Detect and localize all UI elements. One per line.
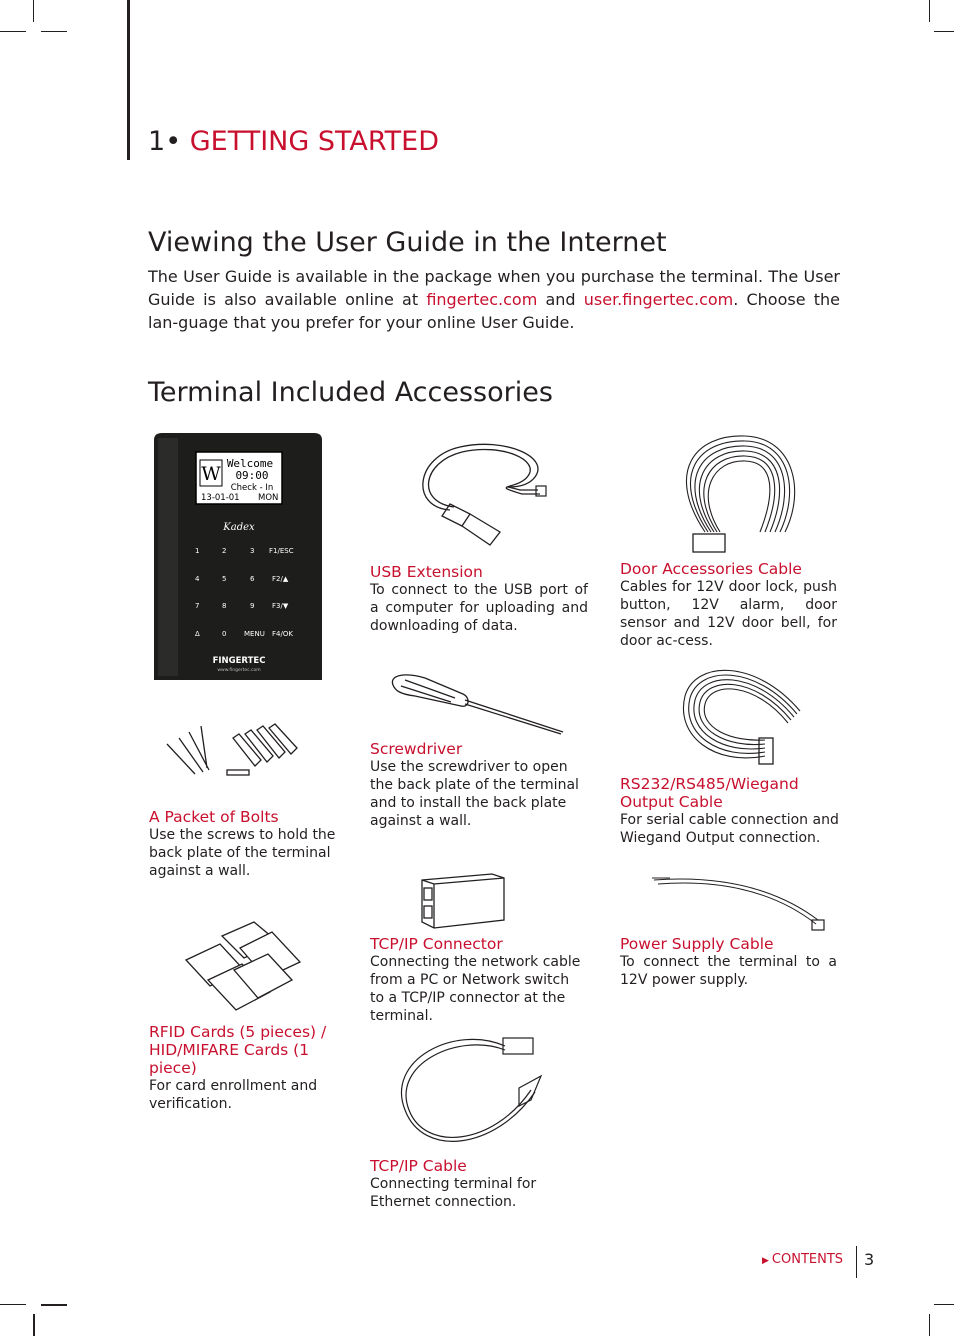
tcp-cable-illustration [395,1030,543,1158]
item-title: Screwdriver [370,740,463,758]
key: 9 [250,602,255,610]
fingertec-link[interactable]: fingertec.com [426,290,538,309]
tcp-connector-item [370,935,582,1025]
item-title: Power Supply Cable [620,935,774,953]
key: 5 [222,575,227,583]
key: 4 [195,575,200,583]
chapter-bullet: • [165,126,182,157]
door-cable-item [620,560,837,650]
item-desc: Use the screws to hold the back plate of the terminal against a wall. [149,827,336,879]
item-desc: For serial cable connection and Wiegand Output connection. [620,812,839,846]
key: 3 [250,547,255,555]
crop-mark [41,1304,67,1306]
tcp-cable-item [370,1157,570,1211]
crop-mark [929,1314,930,1336]
item-title: TCP/IP Connector [370,935,503,953]
chapter-title: GETTING STARTED [189,126,440,157]
key: 1 [195,547,200,555]
screen-logo: W [201,463,221,485]
screen-status: Check - In [230,483,274,493]
screen-welcome: Welcome [226,457,274,470]
key: MENU [244,630,265,638]
power-cable-illustration [650,870,830,935]
key: F3/▼ [272,602,289,610]
contents-label: CONTENTS [771,1252,844,1267]
usb-extension-item [370,563,588,635]
key: F4/OK [272,630,293,638]
rfid-cards-illustration [182,918,307,1018]
terminal-brand: FINGERTEC [212,656,266,666]
item-desc: Connecting terminal for Ethernet connection. [370,1176,537,1210]
key: 7 [195,602,200,610]
guide-text-2: and [537,290,584,309]
user-fingertec-link[interactable]: user.fingertec.com [583,290,734,309]
guide-text-1: The User Guide is available in the package when you purchase the terminal. The User Guide is also available online at [148,267,840,309]
bolts-illustration [165,722,310,782]
item-title: Door Accessories Cable [620,560,802,578]
screwdriver-item [370,740,590,830]
guide-heading: Viewing the User Guide in the Internet [148,227,667,258]
rs232-cable-item [620,775,840,847]
contents-link[interactable] [762,1252,843,1267]
item-desc: To connect the terminal to a 12V power supply. [620,954,837,988]
item-desc: Use the screwdriver to open the back plate of the terminal and to install the back plate against a wall. [370,759,579,829]
item-title: A Packet of Bolts [149,808,279,826]
terminal-model: Kadex [223,522,255,533]
item-title: RS232/RS485/Wiegand Output Cable [620,775,799,811]
page-number: 3 [864,1250,875,1269]
item-title: TCP/IP Cable [370,1157,467,1175]
chapter-number: 1 [148,126,166,157]
key: Δ [195,630,200,638]
item-desc: Connecting the network cable from a PC or Network switch to a TCP/IP connector at the terminal. [370,954,581,1024]
crop-mark [33,0,34,22]
crop-mark [0,31,26,32]
guide-paragraph [148,265,840,334]
page-number-divider [856,1246,857,1278]
door-cable-illustration [675,432,810,557]
crop-mark [934,1304,954,1305]
key: F2/▲ [272,575,289,583]
item-title: USB Extension [370,563,483,581]
tcp-connector-illustration [418,870,506,930]
screen-day: MON [258,493,279,503]
terminal-illustration [148,430,328,685]
rs232-cable-illustration [675,656,805,771]
screen-time: 09:00 [235,469,269,482]
key: 8 [222,602,227,610]
crop-mark [33,1314,35,1336]
rfid-cards-item [149,1023,359,1113]
crop-mark [0,1304,26,1305]
bolts-item [149,808,339,880]
triangle-right-icon: ▶ [762,1256,769,1266]
guide-text-3: . Choose the lan-guage that you prefer for your online User Guide. [148,290,841,332]
item-title: RFID Cards (5 pieces) / HID/MIFARE Cards (1 piece) [149,1023,327,1077]
power-cable-item [620,935,837,989]
crop-mark [934,31,954,32]
key: 6 [250,575,255,583]
usb-extension-illustration [410,432,555,547]
chapter-heading [148,126,439,157]
screen-date: 13-01-01 [201,493,240,503]
crop-mark [929,0,930,22]
terminal-brand-url: www.fingertec.com [217,668,261,673]
key: 0 [222,630,227,638]
chapter-bar [127,0,130,160]
item-desc: To connect to the USB port of a computer for uploading and downloading of data. [370,582,588,634]
crop-mark [41,31,67,32]
screwdriver-illustration [385,670,570,740]
accessories-heading: Terminal Included Accessories [148,377,553,408]
item-desc: Cables for 12V door lock, push button, 12V alarm, door sensor and 12V door bell, for door ac-cess. [620,579,837,649]
key: 2 [222,547,227,555]
item-desc: For card enrollment and verification. [149,1078,318,1112]
key: F1/ESC [269,547,294,555]
